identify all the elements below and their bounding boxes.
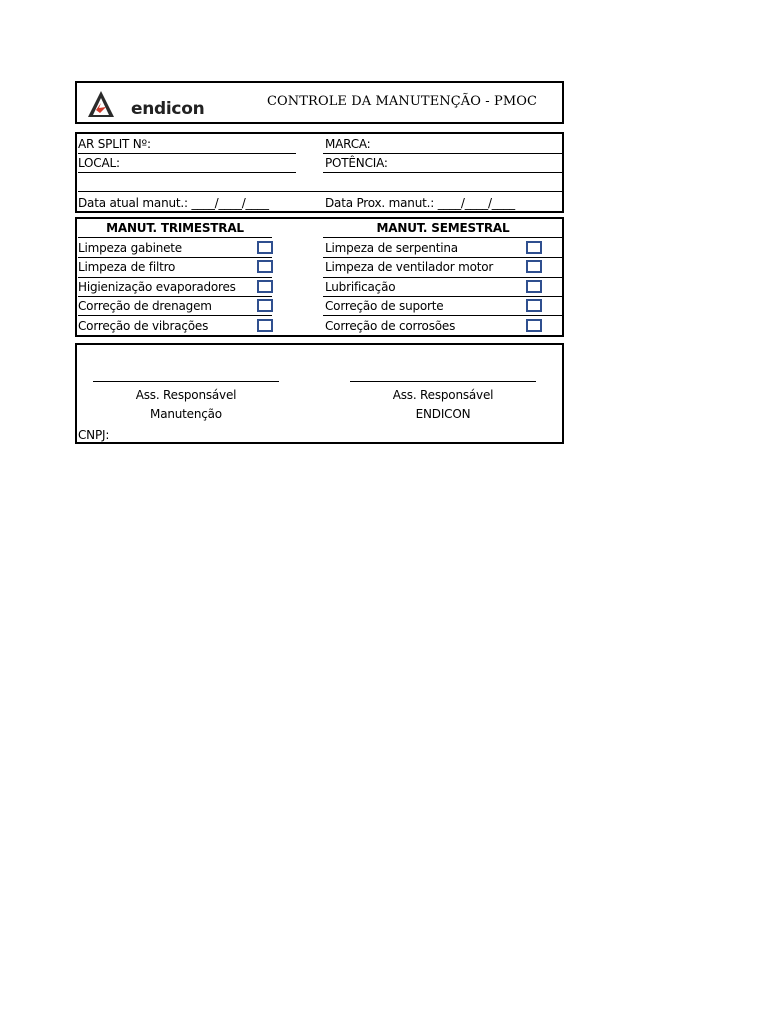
endicon-logo-icon [86,89,116,119]
heading-underline-right [323,237,564,238]
semestral-heading: MANUT. SEMESTRAL [376,221,510,235]
list-item: Limpeza de ventilador motor [325,260,494,274]
row-divider [78,257,272,258]
checkbox-correcao-corrosoes[interactable] [526,319,542,332]
checklist-box [75,217,564,337]
heading-underline-left [78,237,272,238]
signature-right-line2: ENDICON [415,407,471,421]
marca-underline [323,153,564,154]
data-prox-label: Data Prox. manut.: ____/____/____ [325,196,515,210]
info-box [75,132,564,213]
list-item: Correção de corrosões [325,319,456,333]
signature-line-left [93,381,279,382]
blank-row-underline [78,191,563,192]
row-divider [78,296,272,297]
potencia-label: POTÊNCIA: [325,156,388,170]
header-box [75,81,564,124]
signature-left-line2: Manutenção [150,407,222,421]
data-atual-label: Data atual manut.: ____/____/____ [78,196,269,210]
checkbox-correcao-vibracoes[interactable] [257,319,273,332]
cnpj-label: CNPJ: [78,428,110,442]
checkbox-limpeza-serpentina[interactable] [526,241,542,254]
row-divider [78,277,272,278]
checkbox-correcao-suporte[interactable] [526,299,542,312]
checkbox-limpeza-filtro[interactable] [257,260,273,273]
row-divider [323,277,564,278]
row-divider [323,315,564,316]
signature-right-line1: Ass. Responsável [392,388,494,402]
list-item: Correção de drenagem [78,299,212,313]
signature-left-line1: Ass. Responsável [135,388,237,402]
local-label: LOCAL: [78,156,120,170]
checkbox-limpeza-ventilador-motor[interactable] [526,260,542,273]
list-item: Limpeza de serpentina [325,241,458,255]
potencia-underline [323,172,564,173]
local-underline [78,172,296,173]
signature-box [75,343,564,444]
ar-split-label: AR SPLIT Nº: [78,137,151,151]
brand-name: endicon [131,99,205,119]
checkbox-higienizacao-evaporadores[interactable] [257,280,273,293]
checkbox-limpeza-gabinete[interactable] [257,241,273,254]
list-item: Lubrificação [325,280,396,294]
list-item: Correção de suporte [325,299,444,313]
list-item: Limpeza de filtro [78,260,176,274]
page-title: CONTROLE DA MANUTENÇÃO - PMOC [267,94,538,109]
row-divider [323,257,564,258]
list-item: Correção de vibrações [78,319,209,333]
marca-label: MARCA: [325,137,371,151]
trimestral-heading: MANUT. TRIMESTRAL [106,221,244,235]
checkbox-correcao-drenagem[interactable] [257,299,273,312]
list-item: Limpeza gabinete [78,241,182,255]
row-divider [323,296,564,297]
ar-split-underline [78,153,296,154]
signature-line-right [350,381,536,382]
row-divider [78,315,272,316]
list-item: Higienização evaporadores [78,280,236,294]
checkbox-lubrificacao[interactable] [526,280,542,293]
